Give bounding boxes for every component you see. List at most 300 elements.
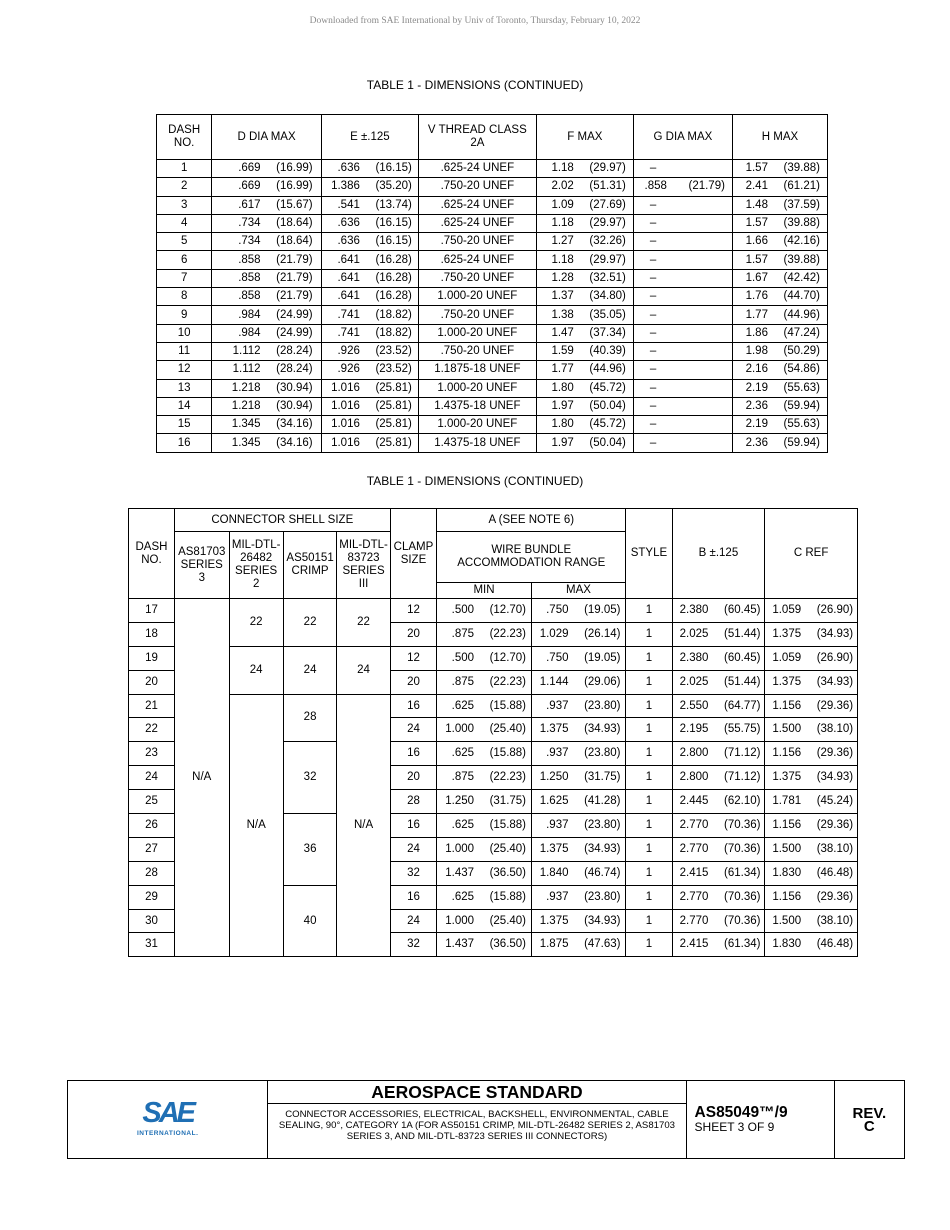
- mm-value: (26.90): [816, 603, 854, 616]
- mm-value: (29.36): [816, 890, 854, 903]
- mm-value: (21.79): [276, 271, 313, 284]
- dimension-cell: [531, 933, 625, 957]
- dimension-cell: [321, 434, 418, 452]
- inch-value: 1.250: [539, 771, 569, 784]
- dimension-cell: [321, 214, 418, 232]
- dimension-cell: [536, 178, 633, 196]
- inch-value: 1.57: [745, 253, 768, 266]
- as50151-cell: 22: [283, 599, 337, 647]
- inch-value: 1.156: [772, 699, 802, 712]
- mm-value: (39.88): [783, 162, 820, 175]
- dimension-cell: [765, 694, 858, 718]
- dimension-cell: [732, 342, 827, 360]
- clamp-size-cell: 28: [390, 790, 437, 814]
- dimension-cell: [732, 288, 827, 306]
- mm-value: (47.63): [584, 938, 621, 951]
- mm-value: (28.24): [276, 363, 313, 376]
- inch-value: 2.445: [679, 795, 709, 808]
- inch-value: 1.375: [772, 627, 802, 640]
- mm-value: (51.31): [589, 180, 626, 193]
- dimension-cell: [536, 288, 633, 306]
- dimension-cell: [212, 324, 322, 342]
- dimension-cell: [672, 837, 765, 861]
- inch-value: 2.800: [679, 771, 709, 784]
- mm-value: (35.20): [375, 180, 412, 193]
- dash-no-cell: 26: [129, 814, 175, 838]
- clamp-size-cell: 24: [390, 837, 437, 861]
- thread-cell: .750-20 UNEF: [418, 269, 536, 287]
- dimension-cell: [536, 324, 633, 342]
- dimension-cell: [765, 646, 858, 670]
- mm-value: (59.94): [783, 400, 820, 412]
- inch-value: 1.77: [551, 363, 574, 376]
- dimensions-table-2: [128, 508, 858, 957]
- inch-value: .858: [238, 271, 261, 284]
- header-dash-no: DASH NO.: [157, 115, 212, 160]
- mm-value: (29.36): [816, 699, 854, 712]
- thread-cell: 1.000-20 UNEF: [418, 379, 536, 397]
- clamp-size-cell: 20: [390, 622, 437, 646]
- inch-value: 1.80: [551, 381, 574, 394]
- inch-value: .636: [337, 217, 360, 230]
- inch-value: 1.840: [539, 866, 569, 879]
- dimension-cell: [321, 160, 418, 178]
- inch-value: .641: [337, 290, 360, 303]
- mm-value: (30.94): [276, 400, 313, 412]
- mm-value: (51.44): [724, 627, 761, 640]
- header-h-max: H MAX: [732, 115, 827, 160]
- mm-value: (23.80): [584, 818, 621, 831]
- dimension-cell: [765, 622, 858, 646]
- mm-value: (21.79): [276, 253, 313, 266]
- g-dia-cell: –: [633, 379, 732, 397]
- dash-no-cell: 12: [157, 361, 212, 379]
- mm-value: (39.88): [783, 217, 820, 230]
- inch-value: 1.144: [539, 675, 569, 688]
- mm-value: (41.28): [584, 795, 621, 808]
- mm-value: (25.81): [375, 418, 412, 431]
- dash-no-cell: 19: [129, 646, 175, 670]
- dimension-cell: [212, 361, 322, 379]
- mm-value: (44.96): [589, 363, 626, 376]
- dash-no-cell: 20: [129, 670, 175, 694]
- inch-value: 1.218: [231, 381, 261, 394]
- inch-value: .625: [451, 699, 475, 712]
- inch-value: 1.156: [772, 818, 802, 831]
- dash-no-cell: 4: [157, 214, 212, 232]
- mm-value: (21.79): [276, 290, 313, 303]
- mil26482-cell: 22: [229, 599, 283, 647]
- mm-value: (45.24): [816, 795, 854, 808]
- style-cell: 1: [626, 933, 672, 957]
- header-d-dia-max: D DIA MAX: [212, 115, 322, 160]
- mm-value: (34.16): [276, 418, 313, 431]
- dimension-cell: [321, 397, 418, 415]
- inch-value: 1.000: [445, 914, 475, 927]
- clamp-size-cell: 12: [390, 599, 437, 623]
- mm-value: (16.99): [276, 180, 313, 193]
- inch-value: 2.16: [745, 363, 768, 376]
- inch-value: .750: [546, 603, 569, 616]
- mm-value: (16.28): [375, 290, 412, 303]
- mil83723-cell: 24: [337, 646, 390, 694]
- table-row: [129, 694, 858, 718]
- header-e: E ±.125: [321, 115, 418, 160]
- dimension-cell: [633, 178, 732, 196]
- mm-value: (37.34): [589, 326, 626, 339]
- mm-value: (31.75): [584, 771, 621, 784]
- header-dash-no: DASH NO.: [129, 509, 175, 599]
- dimension-cell: [531, 599, 625, 623]
- dimension-cell: [732, 306, 827, 324]
- style-cell: 1: [626, 790, 672, 814]
- dimension-cell: [536, 434, 633, 452]
- dimension-cell: [765, 670, 858, 694]
- dimension-cell: [536, 196, 633, 214]
- inch-value: 1.27: [551, 235, 574, 248]
- mm-value: (30.94): [276, 381, 313, 394]
- mm-value: (31.75): [489, 795, 527, 808]
- title-block: [67, 1080, 905, 1159]
- mm-value: (25.81): [375, 436, 412, 449]
- clamp-size-cell: 16: [390, 742, 437, 766]
- mm-value: (70.36): [724, 842, 761, 855]
- inch-value: 1.375: [539, 723, 569, 736]
- dash-no-cell: 30: [129, 909, 175, 933]
- inch-value: 1.112: [232, 363, 261, 376]
- header-b: B ±.125: [672, 509, 765, 599]
- inch-value: 2.025: [679, 675, 709, 688]
- dimension-cell: [672, 646, 765, 670]
- mm-value: (24.99): [276, 326, 313, 339]
- mm-value: (12.70): [489, 651, 527, 664]
- mm-value: (15.88): [489, 818, 527, 831]
- mm-value: (55.63): [783, 381, 820, 394]
- inch-value: .741: [337, 326, 360, 339]
- dimension-cell: [437, 694, 531, 718]
- mm-value: (46.48): [816, 938, 854, 951]
- inch-value: 1.059: [772, 651, 802, 664]
- mm-value: (54.86): [783, 363, 820, 376]
- inch-value: 1.375: [772, 771, 802, 784]
- table-row: [157, 416, 828, 434]
- dimension-cell: [437, 885, 531, 909]
- dimension-cell: [732, 397, 827, 415]
- dimension-cell: [531, 646, 625, 670]
- dimension-cell: [437, 837, 531, 861]
- table2-caption: TABLE 1 - DIMENSIONS (CONTINUED): [366, 474, 584, 488]
- clamp-size-cell: 16: [390, 885, 437, 909]
- inch-value: .984: [238, 326, 261, 339]
- mm-value: (42.42): [783, 271, 820, 284]
- dimension-cell: [672, 814, 765, 838]
- inch-value: 1.875: [539, 938, 569, 951]
- mm-value: (29.97): [589, 217, 626, 230]
- inch-value: .625: [451, 890, 475, 903]
- mm-value: (15.67): [276, 198, 313, 211]
- inch-value: 2.380: [679, 603, 709, 616]
- mm-value: (55.75): [724, 723, 761, 736]
- inch-value: 1.66: [745, 235, 768, 248]
- style-cell: 1: [626, 742, 672, 766]
- mm-value: (34.93): [584, 914, 621, 927]
- mm-value: (26.90): [816, 651, 854, 664]
- inch-value: .625: [451, 747, 475, 760]
- dash-no-cell: 21: [129, 694, 175, 718]
- inch-value: 1.18: [551, 217, 574, 230]
- dimension-cell: [321, 379, 418, 397]
- mm-value: (38.10): [816, 723, 854, 736]
- as81703-cell: N/A: [174, 599, 229, 957]
- inch-value: 2.550: [679, 699, 709, 712]
- mm-value: (34.16): [276, 436, 313, 449]
- mm-value: (50.04): [589, 436, 626, 449]
- style-cell: 1: [626, 814, 672, 838]
- inch-value: .858: [644, 180, 667, 193]
- thread-cell: 1.4375-18 UNEF: [418, 397, 536, 415]
- inch-value: .641: [337, 271, 360, 284]
- dimension-cell: [437, 766, 531, 790]
- inch-value: .875: [451, 771, 475, 784]
- inch-value: .875: [451, 675, 475, 688]
- thread-cell: 1.1875-18 UNEF: [418, 361, 536, 379]
- inch-value: .741: [337, 308, 360, 321]
- header-min: MIN: [437, 583, 531, 599]
- dimension-cell: [672, 742, 765, 766]
- inch-value: 1.47: [551, 326, 574, 339]
- inch-value: 1.000: [445, 842, 475, 855]
- inch-value: 1.59: [551, 345, 574, 358]
- mm-value: (55.63): [783, 418, 820, 431]
- mm-value: (34.93): [816, 627, 854, 640]
- inch-value: 1.250: [445, 795, 475, 808]
- mm-value: (44.96): [783, 308, 820, 321]
- inch-value: 1.156: [772, 890, 802, 903]
- mm-value: (16.15): [375, 217, 412, 230]
- thread-cell: 1.000-20 UNEF: [418, 288, 536, 306]
- mm-value: (29.97): [589, 162, 626, 175]
- mm-value: (34.80): [589, 290, 626, 303]
- dimension-cell: [732, 416, 827, 434]
- clamp-size-cell: 32: [390, 861, 437, 885]
- inch-value: 1.375: [539, 842, 569, 855]
- dimension-cell: [765, 790, 858, 814]
- inch-value: .858: [238, 253, 261, 266]
- mm-value: (23.52): [375, 363, 412, 376]
- dimension-cell: [437, 646, 531, 670]
- inch-value: .858: [238, 290, 261, 303]
- as50151-cell: 24: [283, 646, 337, 694]
- dimensions-table-1: [156, 114, 828, 453]
- dash-no-cell: 6: [157, 251, 212, 269]
- sae-logo-mark: SAE: [142, 1097, 193, 1129]
- revision-cell: [834, 1081, 904, 1159]
- mm-value: (34.93): [816, 771, 854, 784]
- inch-value: .669: [238, 180, 261, 193]
- mm-value: (51.44): [724, 675, 761, 688]
- dimension-cell: [536, 306, 633, 324]
- dimension-cell: [321, 269, 418, 287]
- mm-value: (16.28): [375, 271, 412, 284]
- dimension-cell: [672, 861, 765, 885]
- dimension-cell: [531, 670, 625, 694]
- clamp-size-cell: 12: [390, 646, 437, 670]
- dimension-cell: [321, 324, 418, 342]
- dimension-cell: [536, 342, 633, 360]
- g-dia-cell: –: [633, 342, 732, 360]
- dimension-cell: [536, 416, 633, 434]
- header-as50151: AS50151 CRIMP: [283, 532, 337, 599]
- mm-value: (44.70): [783, 290, 820, 303]
- dimension-cell: [212, 434, 322, 452]
- inch-value: .734: [238, 235, 261, 248]
- mm-value: (60.45): [724, 651, 761, 664]
- table-row: [157, 361, 828, 379]
- mm-value: (70.36): [724, 818, 761, 831]
- mm-value: (61.21): [783, 180, 820, 193]
- style-cell: 1: [626, 766, 672, 790]
- header-a-note: A (SEE NOTE 6): [437, 509, 626, 532]
- dash-no-cell: 17: [129, 599, 175, 623]
- mm-value: (37.59): [783, 198, 820, 211]
- dash-no-cell: 22: [129, 718, 175, 742]
- mm-value: (13.74): [375, 198, 412, 211]
- mm-value: (16.28): [375, 253, 412, 266]
- mm-value: (25.40): [489, 914, 527, 927]
- dimension-cell: [732, 324, 827, 342]
- mm-value: (28.24): [276, 345, 313, 358]
- dash-no-cell: 13: [157, 379, 212, 397]
- dimension-cell: [536, 251, 633, 269]
- mm-value: (18.82): [375, 308, 412, 321]
- dimension-cell: [437, 933, 531, 957]
- dash-no-cell: 14: [157, 397, 212, 415]
- mm-value: (25.40): [489, 723, 527, 736]
- inch-value: .937: [546, 747, 569, 760]
- thread-cell: .750-20 UNEF: [418, 306, 536, 324]
- dimension-cell: [531, 909, 625, 933]
- dash-no-cell: 10: [157, 324, 212, 342]
- dash-no-cell: 7: [157, 269, 212, 287]
- inch-value: 1.09: [551, 198, 574, 211]
- dimension-cell: [321, 306, 418, 324]
- style-cell: 1: [626, 837, 672, 861]
- mm-value: (16.15): [375, 162, 412, 175]
- mm-value: (36.50): [489, 938, 527, 951]
- as50151-cell: 36: [283, 814, 337, 886]
- table-row: [157, 306, 828, 324]
- inch-value: 1.156: [772, 747, 802, 760]
- style-cell: 1: [626, 599, 672, 623]
- mm-value: (32.51): [589, 271, 626, 284]
- mm-value: (25.40): [489, 842, 527, 855]
- dash-no-cell: 2: [157, 178, 212, 196]
- dimension-cell: [732, 196, 827, 214]
- table-row: [157, 324, 828, 342]
- mm-value: (21.79): [688, 180, 725, 193]
- dimension-cell: [672, 933, 765, 957]
- header-clamp-size: CLAMP SIZE: [390, 509, 437, 599]
- dimension-cell: [212, 251, 322, 269]
- dimension-cell: [212, 269, 322, 287]
- document-number: AS85049™/9: [694, 1103, 788, 1121]
- thread-cell: .625-24 UNEF: [418, 160, 536, 178]
- clamp-size-cell: 24: [390, 909, 437, 933]
- inch-value: 2.36: [745, 436, 768, 449]
- dimension-cell: [212, 214, 322, 232]
- g-dia-cell: –: [633, 306, 732, 324]
- dash-no-cell: 1: [157, 160, 212, 178]
- dimension-cell: [732, 269, 827, 287]
- inch-value: .541: [337, 198, 360, 211]
- dimension-cell: [437, 790, 531, 814]
- mm-value: (12.70): [489, 603, 527, 616]
- mm-value: (22.23): [489, 627, 527, 640]
- inch-value: 1.97: [551, 400, 574, 412]
- inch-value: 1.059: [772, 603, 802, 616]
- mm-value: (29.36): [816, 818, 854, 831]
- inch-value: 1.18: [551, 162, 574, 175]
- dimension-cell: [732, 160, 827, 178]
- style-cell: 1: [626, 670, 672, 694]
- dash-no-cell: 18: [129, 622, 175, 646]
- dimension-cell: [672, 885, 765, 909]
- thread-cell: .750-20 UNEF: [418, 233, 536, 251]
- table-row: [129, 599, 858, 623]
- download-watermark: Downloaded from SAE International by Univ of Toronto, Thursday, February 10, 2022: [309, 16, 641, 26]
- dimension-cell: [536, 214, 633, 232]
- inch-value: 1.57: [745, 162, 768, 175]
- g-dia-cell: –: [633, 251, 732, 269]
- table-row: [157, 196, 828, 214]
- dimension-cell: [437, 670, 531, 694]
- inch-value: .734: [238, 217, 261, 230]
- inch-value: .641: [337, 253, 360, 266]
- inch-value: 1.98: [745, 345, 768, 358]
- inch-value: 2.770: [679, 914, 709, 927]
- inch-value: 2.19: [745, 381, 768, 394]
- dimension-cell: [531, 885, 625, 909]
- style-cell: 1: [626, 718, 672, 742]
- inch-value: 2.770: [679, 842, 709, 855]
- g-dia-cell: –: [633, 324, 732, 342]
- thread-cell: .750-20 UNEF: [418, 342, 536, 360]
- table-row: [157, 288, 828, 306]
- inch-value: 1.437: [445, 938, 475, 951]
- inch-value: .500: [451, 603, 475, 616]
- dash-no-cell: 9: [157, 306, 212, 324]
- title-cell: [268, 1081, 686, 1159]
- mil26482-cell: N/A: [229, 694, 283, 957]
- dimension-cell: [765, 861, 858, 885]
- dimension-cell: [531, 742, 625, 766]
- inch-value: 2.02: [551, 180, 574, 193]
- inch-value: 1.345: [231, 436, 261, 449]
- header-as81703: AS81703 SERIES 3: [174, 532, 229, 599]
- clamp-size-cell: 24: [390, 718, 437, 742]
- inch-value: 1.029: [539, 627, 569, 640]
- dash-no-cell: 24: [129, 766, 175, 790]
- dimension-cell: [765, 766, 858, 790]
- inch-value: 2.19: [745, 418, 768, 431]
- dimension-cell: [765, 909, 858, 933]
- as50151-cell: 28: [283, 694, 337, 742]
- dash-no-cell: 16: [157, 434, 212, 452]
- header-c-ref: C REF: [765, 509, 858, 599]
- mm-value: (50.29): [783, 345, 820, 358]
- dimension-cell: [672, 670, 765, 694]
- inch-value: 1.345: [231, 418, 261, 431]
